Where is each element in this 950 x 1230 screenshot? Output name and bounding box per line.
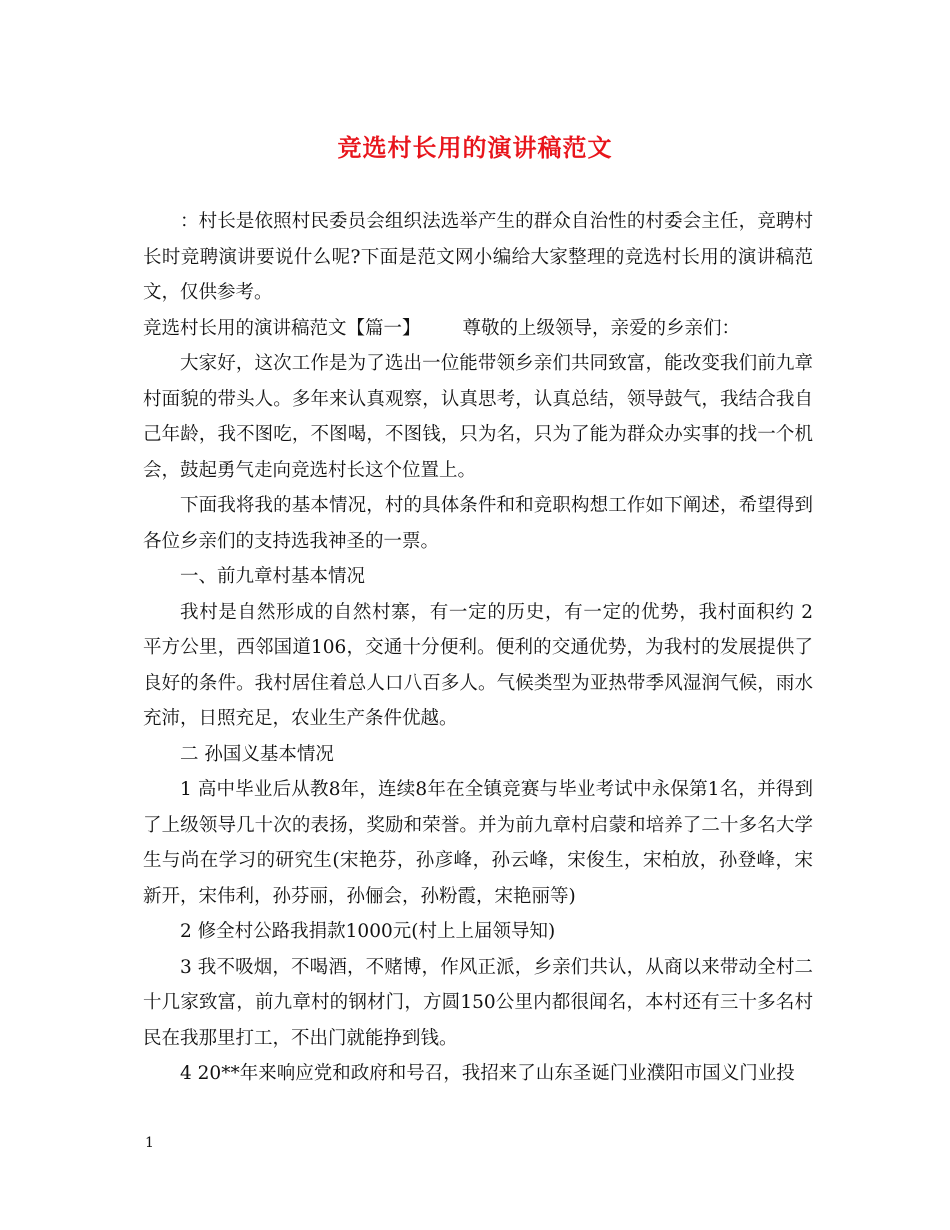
intro-paragraph: ：村长是依照村民委员会组织法选举产生的群众自治性的村委会主任，竞聘村长时竞聘演讲要说什么呢?下面是范文网小编给大家整理的竞选村长用的演讲稿范文，仅供参考。: [143, 211, 813, 303]
document-body: [143, 204, 813, 1092]
list-item: 4 20**年来响应党和政府和号召，我招来了山东圣诞门业濮阳市国义门业投: [180, 1063, 795, 1084]
subheading: 一、前九章村基本情况: [180, 566, 366, 587]
page-number: 1: [145, 1135, 154, 1151]
document-title: 竞选村长用的演讲稿范文: [337, 133, 613, 162]
section-heading: 竞选村长用的演讲稿范文【篇一】: [143, 317, 421, 339]
list-item: 1 高中毕业后从教8年，连续8年在全镇竞赛与毕业考试中永保第1名，并得到了上级领导几十次的表扬，奖励和荣誉。并为前九章村启蒙和培养了二十多名大学生与尚在学习的研究生(宋艳芬，孙彦峰，孙云峰，宋俊生，宋柏放，孙登峰，宋新开，宋伟利，孙芬丽，孙俪会，孙粉霞，宋艳丽等): [143, 779, 813, 907]
list-item: 3 我不吸烟，不喝酒，不赌博，作风正派，乡亲们共认，从商以来带动全村二十几家致富，前九章村的钢材门，方圆150公里内都很闻名，本村还有三十多名村民在我那里打工，不出门就能挣到钱。: [143, 956, 813, 1049]
list-item: 2 修全村公路我捐款1000元(村上上届领导知): [180, 921, 556, 942]
paragraph: 大家好，这次工作是为了选出一位能带领乡亲们共同致富，能改变我们前九章村面貌的带头人。多年来认真观察，认真思考，认真总结，领导鼓气，我结合我自己年龄，我不图吃，不图喝，不图钱，只为名，只为了能为群众办实事的找一个机会，鼓起勇气走向竞选村长这个位置上。: [143, 353, 813, 481]
subheading: 二 孙国义基本情况: [180, 743, 334, 765]
section-heading-line: [143, 311, 813, 347]
greeting: 尊敬的上级领导，亲爱的乡亲们：: [462, 317, 741, 339]
paragraph: 下面我将我的基本情况，村的具体条件和和竞职构想工作如下阐述，希望得到各位乡亲们的支持选我神圣的一票。: [143, 495, 813, 552]
paragraph: 我村是自然形成的自然村寨，有一定的历史，有一定的优势，我村面积约 2 平方公里，西邻国道106，交通十分便利。便利的交通优势，为我村的发展提供了良好的条件。我村居住着总人口八百多人。气候类型为亚热带季风湿润气候，雨水充沛，日照充足，农业生产条件优越。: [143, 601, 813, 729]
